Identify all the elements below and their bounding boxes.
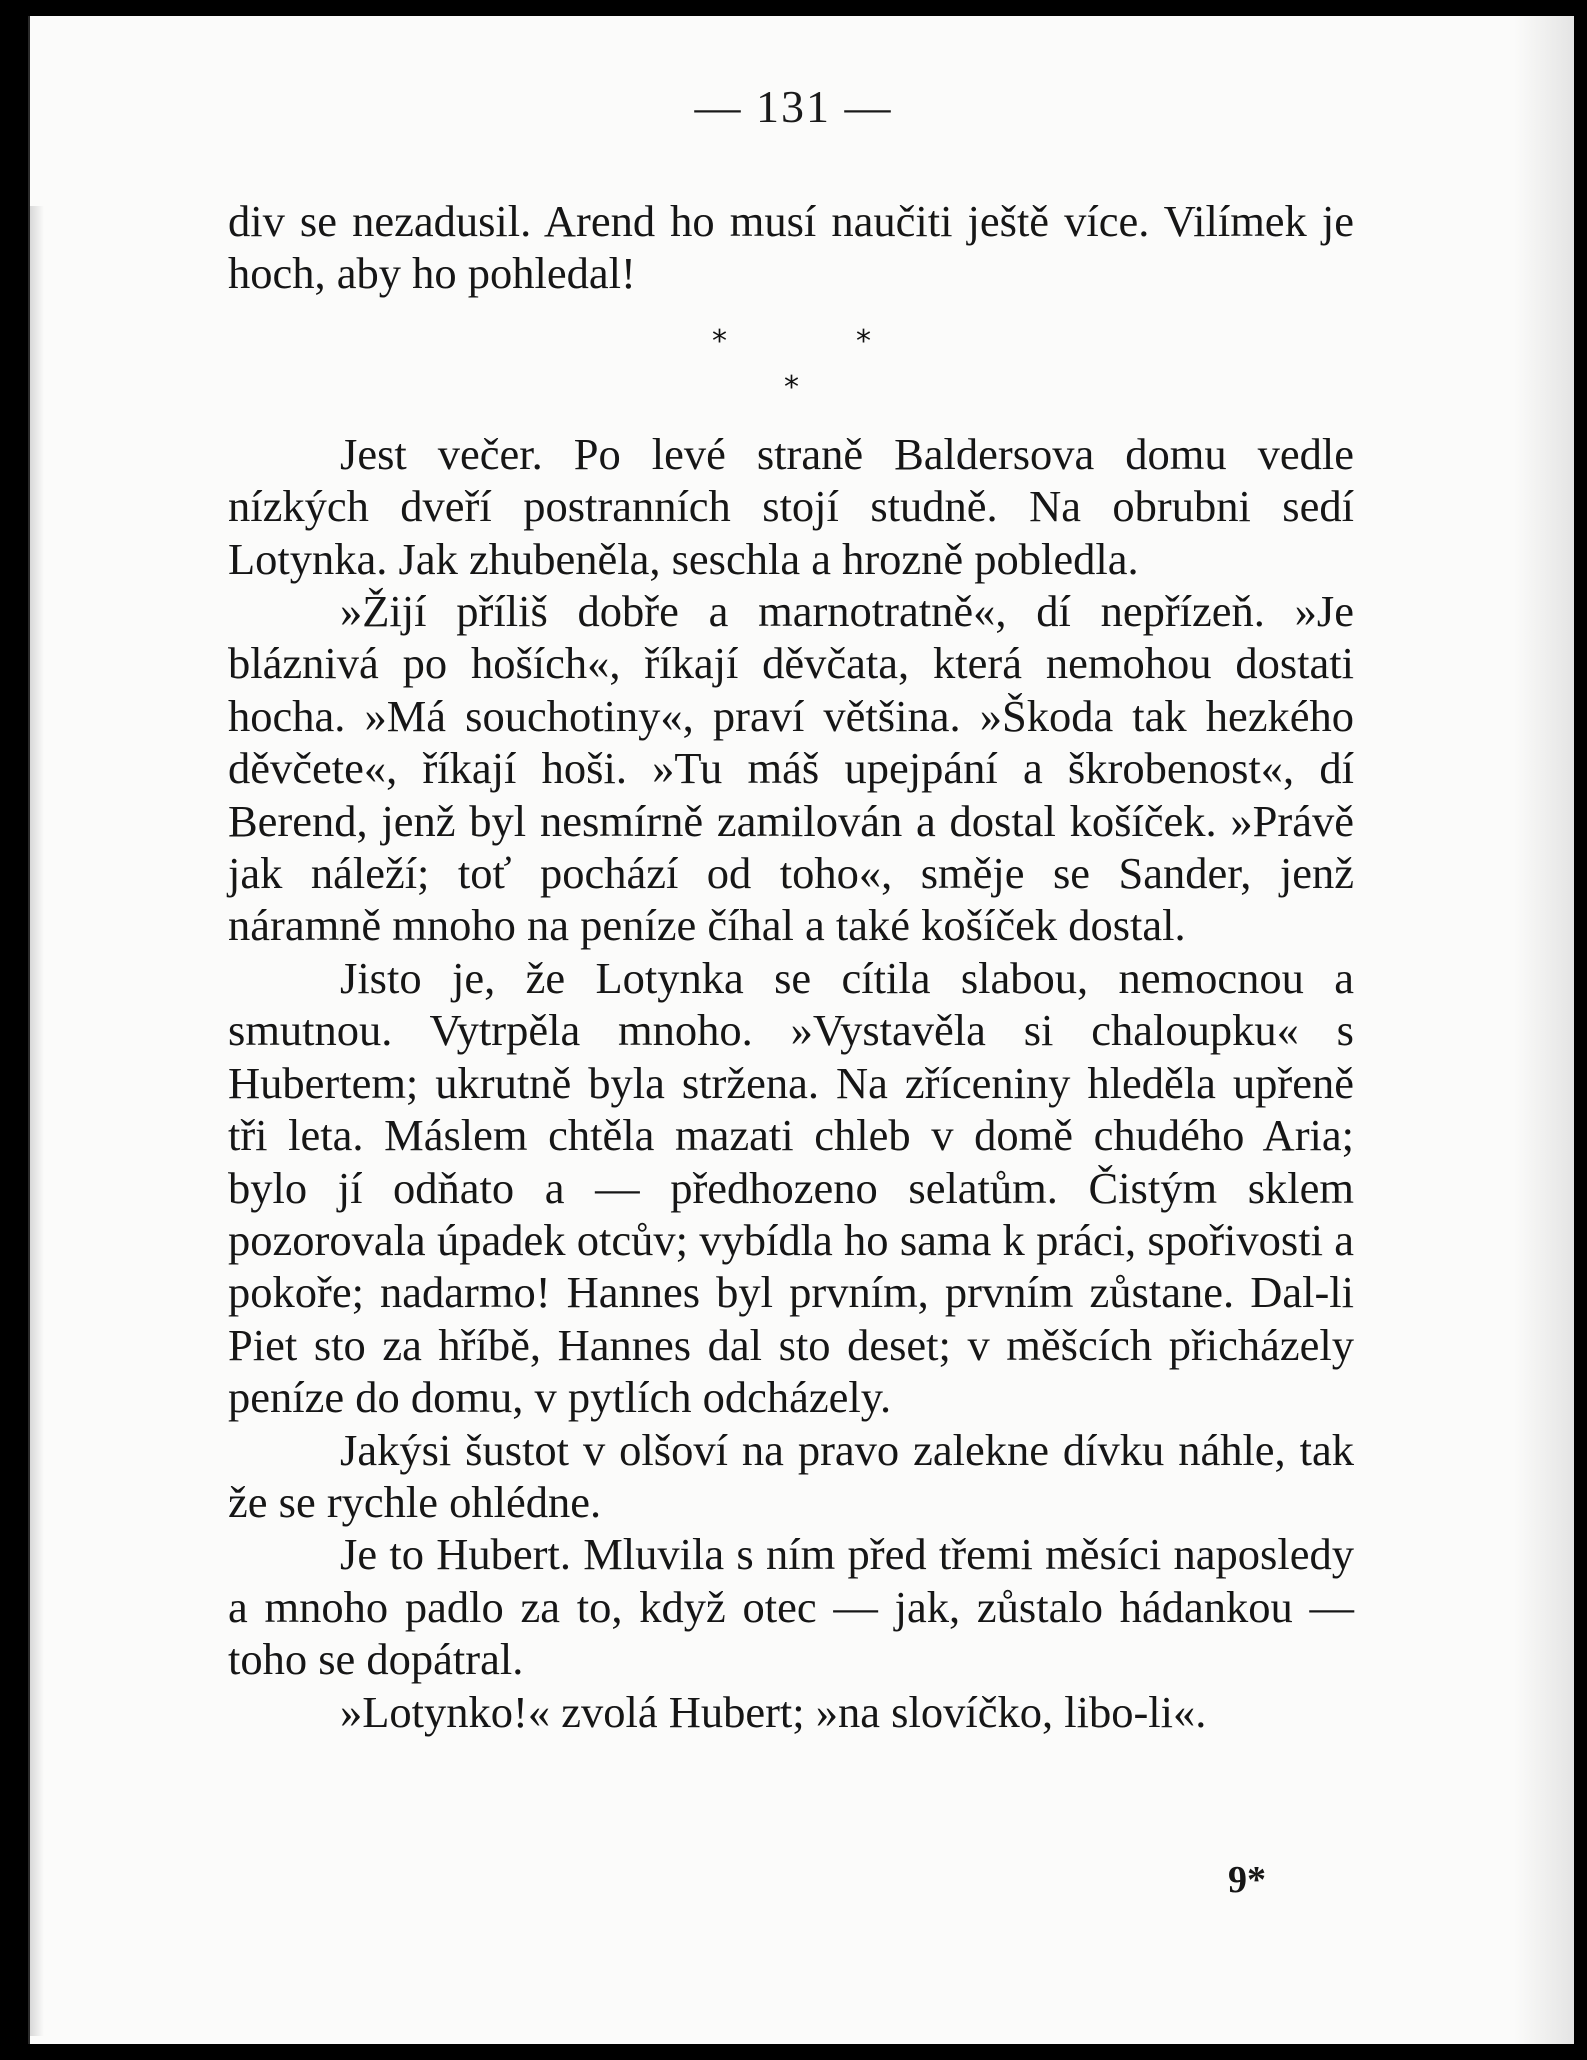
paragraph-6: Je to Hubert. Mluvila s ním před třemi měsíci naposledy a mnoho padlo za to, když otec — jak, zůstalo hádankou — toho se dopátral. [228,1529,1354,1685]
printer-signature-mark: 9* [1228,1859,1266,1901]
page-edge-shadow [1514,16,1574,2044]
paragraph-1: div se nezadusil. Arend ho musí naučiti ještě více. Vilímek je hoch, aby ho pohledal! [228,196,1354,299]
paragraph-3: »Žijí příliš dobře a marnotratně«, dí nepřízeň. »Je bláznivá po hoších«, říkají děvčata, která nemohou dostati hocha. »Má souchotiny«, praví většina. »Škoda tak hezkého děvčete«, říkají hoši. »Tu máš upejpání a škrobenost«, dí Berend, jenž byl nesmírně zamilován a dostal košíček. »Právě jak náleží; toť pochází od toho«, směje se Sander, jenž náramně mnoho na peníze číhal a také košíček dostal. [228,586,1354,951]
asterism-star: * [856,323,871,359]
asterism-star: * [784,369,799,405]
section-break-asterism [228,300,1354,428]
paragraph-4: Jisto je, že Lotynka se cítila slabou, nemocnou a smutnou. Vytrpěla mnoho. »Vystavěla si chaloupku« s Hubertem; ukrutně byla stržena. Na zříceniny hleděla upřeně tři leta. Máslem chtěla mazati chleb v domě chudého Aria; bylo jí odňato a — předhozeno selatům. Čistým sklem pozorovala úpadek otcův; vybídla ho sama k práci, spořivosti a pokoře; nadarmo! Hannes byl prvním, prvním zůstane. Dal-li Piet sto za hříbě, Hannes dal sto deset; v měšcích přicházely peníze do domu, v pytlích odcházely. [228,952,1354,1423]
page-number: — 131 — [694,81,893,132]
asterism-star: * [712,323,727,359]
paragraph-7: »Lotynko!« zvolá Hubert; »na slovíčko, libo-li«. [340,1686,1207,1737]
paragraph-5: Jakýsi šustot v olšoví na pravo zalekne dívku náhle, tak že se rychle ohlédne. [228,1424,1354,1527]
paragraph-2: Jest večer. Po levé straně Baldersova domu vedle nízkých dveří postranních stojí studně. Na obrubni sedí Lotynka. Jak zhubeněla, seschla a hrozně pobledla. [228,428,1354,584]
body-text [228,195,1354,1738]
binding-shadow [30,206,44,2036]
